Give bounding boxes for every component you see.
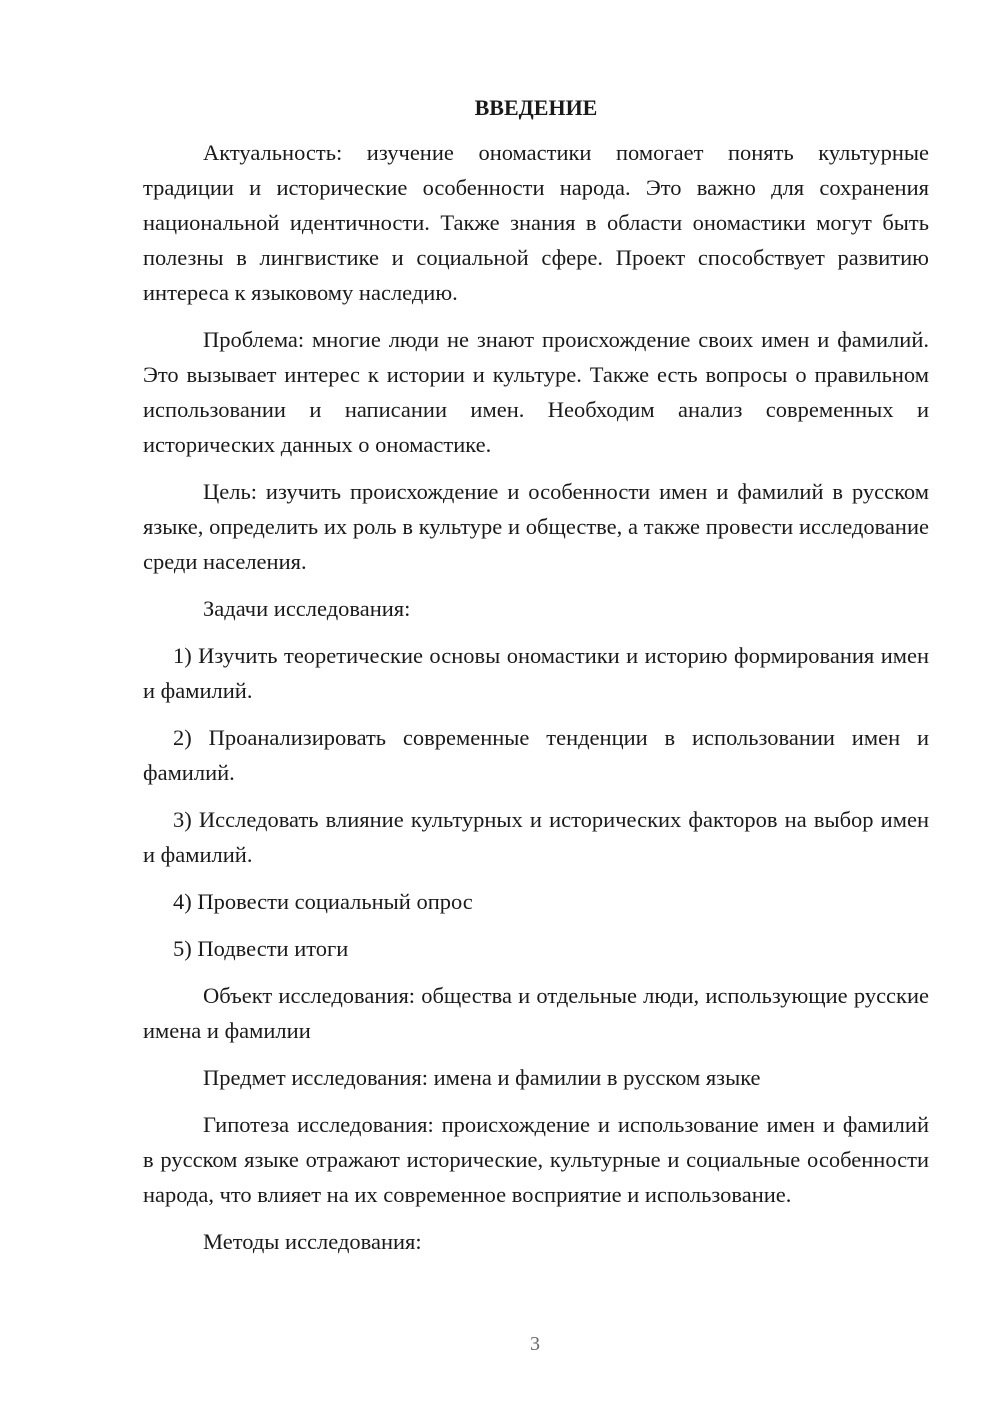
list-item: 2) Проанализировать современные тенденции в использовании имен и фамилий.: [143, 725, 929, 785]
paragraph-object: Объект исследования: общества и отдельные люди, использующие русские имена и фамилии: [143, 983, 929, 1043]
list-item: 3) Исследовать влияние культурных и исторических факторов на выбор имен и фамилий.: [143, 807, 929, 867]
paragraph-problem: Проблема: многие люди не знают происхождение своих имен и фамилий. Это вызывает интерес к истории и культуре. Также есть вопросы о правильном использовании и написании имен. Необходим анализ современных и исторических данных о ономастике.: [143, 327, 929, 457]
document-page: [143, 90, 929, 1271]
paragraph-goal: Цель: изучить происхождение и особенности имен и фамилий в русском языке, определить их роль в культуре и обществе, а также провести исследование среди населения.: [143, 479, 929, 574]
list-item: 1) Изучить теоретические основы ономастики и историю формирования имен и фамилий.: [143, 643, 929, 703]
page-number: 3: [530, 1333, 540, 1355]
paragraph-subject: Предмет исследования: имена и фамилии в русском языке: [203, 1065, 761, 1090]
paragraph-relevance: Актуальность: изучение ономастики помогает понять культурные традиции и исторические особенности народа. Это важно для сохранения национальной идентичности. Также знания в области ономастики могут быть полезны в лингвистике и социальной сфере. Проект способствует развитию интереса к языковому наследию.: [143, 140, 929, 305]
tasks-list: [143, 638, 929, 966]
paragraph-hypothesis: Гипотеза исследования: происхождение и использование имен и фамилий в русском языке отражают исторические, культурные и социальные особенности народа, что влияет на их современное восприятие и использование.: [143, 1112, 929, 1207]
list-item: 5) Подвести итоги: [173, 936, 349, 961]
paragraph-tasks-heading: Задачи исследования:: [203, 596, 411, 621]
list-item: 4) Провести социальный опрос: [173, 889, 473, 914]
page-title: ВВЕДЕНИЕ: [474, 95, 598, 120]
paragraph-methods-heading: Методы исследования:: [203, 1229, 422, 1254]
